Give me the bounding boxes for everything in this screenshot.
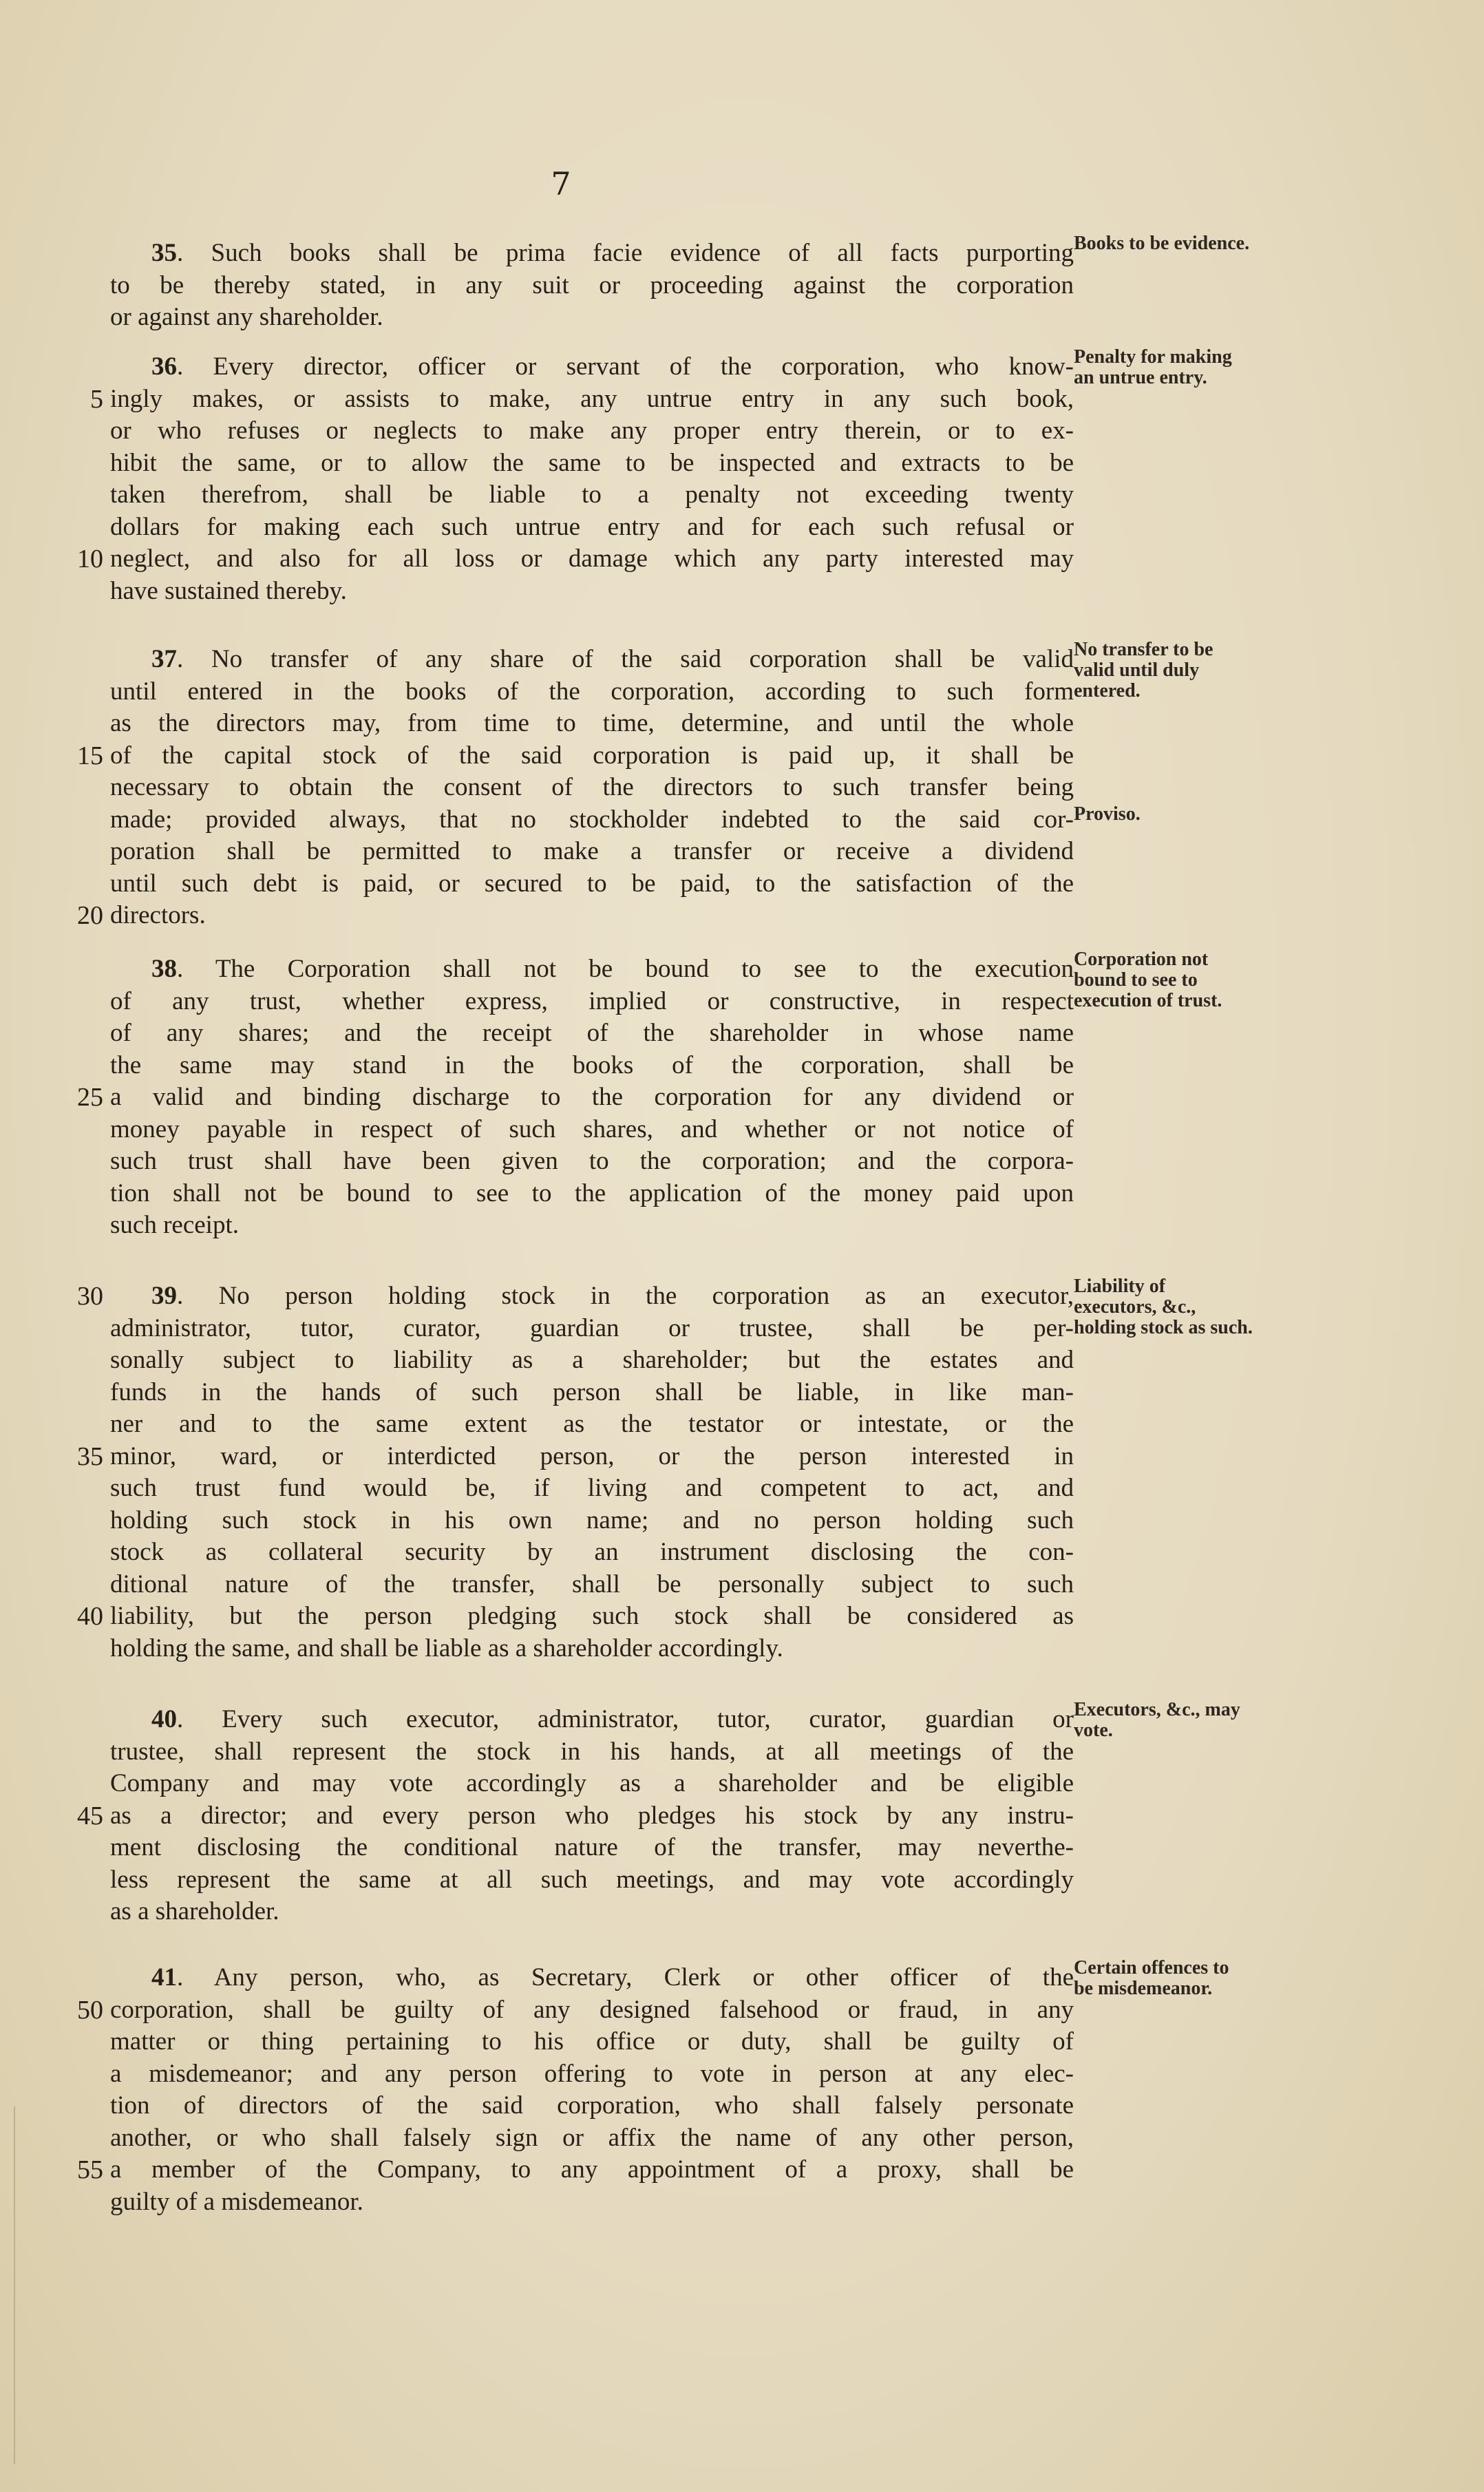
line-text: of any trust, whether express, implied or constructive, in respect bbox=[110, 986, 1074, 1015]
line-text: the same may stand in the books of the corporation, shall be bbox=[110, 1050, 1074, 1079]
text-line bbox=[110, 511, 1074, 543]
line-text: to be thereby stated, in any suit or proceeding against the corporation bbox=[110, 271, 1074, 299]
line-text: ment disclosing the conditional nature of the transfer, may neverthe- bbox=[110, 1833, 1074, 1861]
text-line bbox=[110, 1344, 1074, 1376]
margin-note: Certain offences to be misdemeanor. bbox=[1074, 1957, 1229, 1999]
text-line bbox=[110, 868, 1074, 900]
line-text: matter or thing pertaining to his office or duty, shall be guilty of bbox=[110, 2027, 1074, 2056]
line-text: . Every such executor, administrator, tutor, curator, guardian or bbox=[177, 1705, 1074, 1733]
text-line bbox=[110, 383, 1074, 415]
section-number: 41 bbox=[151, 1963, 177, 1992]
line-text: tion shall not be bound to see to the application of the money paid upon bbox=[110, 1179, 1074, 1207]
text-line bbox=[110, 986, 1074, 1017]
text-line bbox=[110, 543, 1074, 575]
text-line bbox=[110, 1210, 1074, 1241]
margin-note: Penalty for making an untrue entry. bbox=[1074, 346, 1232, 388]
line-text: such trust shall have been given to the corporation; and the corpora- bbox=[110, 1147, 1074, 1175]
line-text: or who refuses or neglects to make any proper entry therein, or to ex- bbox=[110, 416, 1074, 445]
text-line bbox=[110, 836, 1074, 867]
line-text: made; provided always, that no stockholder indebted to the said cor- bbox=[110, 805, 1074, 834]
text-line bbox=[110, 2090, 1074, 2122]
line-text: or against any shareholder. bbox=[110, 303, 383, 331]
line-text: holding such stock in his own name; and no person holding such bbox=[110, 1506, 1074, 1534]
page-edge-line bbox=[14, 2106, 15, 2464]
text-line bbox=[110, 676, 1074, 708]
text-line bbox=[110, 1017, 1074, 1049]
line-text: a misdemeanor; and any person offering to vote in person at any elec- bbox=[110, 2059, 1074, 2088]
section-number: 36 bbox=[151, 352, 177, 381]
text-line bbox=[110, 1768, 1074, 1799]
text-line bbox=[110, 1313, 1074, 1344]
line-text: as a director; and every person who pledges his stock by any instru- bbox=[110, 1801, 1074, 1830]
line-text: a valid and binding discharge to the corporation for any dividend or bbox=[110, 1083, 1074, 1111]
text-line bbox=[110, 1408, 1074, 1440]
text-line bbox=[110, 1505, 1074, 1537]
text-line bbox=[110, 1832, 1074, 1863]
line-text: tion of directors of the said corporation, who shall falsely personate bbox=[110, 2091, 1074, 2120]
line-text: of any shares; and the receipt of the shareholder in whose name bbox=[110, 1019, 1074, 1047]
line-text: trustee, shall represent the stock in his hands, at all meetings of the bbox=[110, 1737, 1074, 1766]
line-text: minor, ward, or interdicted person, or the person interested in bbox=[110, 1442, 1074, 1470]
line-number: 55 bbox=[77, 2155, 103, 2184]
text-line bbox=[110, 1145, 1074, 1177]
text-line bbox=[110, 1441, 1074, 1472]
line-text: holding the same, and shall be liable as a shareholder accordingly. bbox=[110, 1634, 783, 1662]
line-text: directors. bbox=[110, 901, 206, 929]
line-number: 45 bbox=[77, 1801, 103, 1830]
text-line bbox=[110, 1569, 1074, 1601]
line-text: . Every director, officer or servant of the corporation, who know- bbox=[177, 352, 1074, 381]
line-number: 20 bbox=[77, 901, 103, 930]
text-line bbox=[110, 2122, 1074, 2154]
line-text: ingly makes, or assists to make, any untrue entry in any such book, bbox=[110, 384, 1074, 413]
text-line bbox=[110, 1537, 1074, 1568]
line-text: . Any person, who, as Secretary, Clerk or other officer of the bbox=[177, 1963, 1074, 1992]
line-text: ner and to the same extent as the testator or intestate, or the bbox=[110, 1410, 1074, 1438]
text-line bbox=[110, 772, 1074, 803]
line-number: 5 bbox=[90, 384, 103, 414]
text-line bbox=[110, 1800, 1074, 1832]
text-line bbox=[110, 479, 1074, 511]
text-line bbox=[110, 1601, 1074, 1632]
line-text: until such debt is paid, or secured to be paid, to the satisfaction of the bbox=[110, 869, 1074, 898]
margin-note: No transfer to be valid until duly entered. bbox=[1074, 639, 1213, 701]
line-text: liability, but the person pledging such stock shall be considered as bbox=[110, 1602, 1074, 1630]
line-text: sonally subject to liability as a shareholder; but the estates and bbox=[110, 1346, 1074, 1374]
line-text: necessary to obtain the consent of the directors to such transfer being bbox=[110, 773, 1074, 801]
text-line bbox=[110, 302, 1074, 333]
page-number: 7 bbox=[551, 165, 571, 202]
text-line bbox=[151, 953, 1074, 985]
section-number: 37 bbox=[151, 645, 177, 673]
text-line bbox=[151, 644, 1074, 675]
line-text: neglect, and also for all loss or damage which any party interested may bbox=[110, 545, 1074, 573]
text-line bbox=[110, 2058, 1074, 2090]
line-number: 35 bbox=[77, 1442, 103, 1471]
text-line bbox=[110, 900, 1074, 931]
line-number: 30 bbox=[77, 1282, 103, 1311]
text-line bbox=[110, 1377, 1074, 1408]
text-line bbox=[110, 1994, 1074, 2026]
text-line bbox=[110, 1472, 1074, 1504]
text-line bbox=[151, 1962, 1074, 1994]
line-number: 25 bbox=[77, 1083, 103, 1112]
text-line bbox=[110, 2026, 1074, 2058]
line-text: another, or who shall falsely sign or affix the name of any other person, bbox=[110, 2123, 1074, 2152]
text-line bbox=[110, 576, 1074, 607]
text-line bbox=[110, 1864, 1074, 1896]
line-text: . No person holding stock in the corporation as an executor, bbox=[177, 1282, 1074, 1310]
line-text: ditional nature of the transfer, shall be personally subject to such bbox=[110, 1570, 1074, 1598]
line-text: funds in the hands of such person shall be liable, in like man- bbox=[110, 1377, 1074, 1406]
line-text: as the directors may, from time to time, determine, and until the whole bbox=[110, 709, 1074, 737]
line-text: administrator, tutor, curator, guardian or trustee, shall be per- bbox=[110, 1313, 1074, 1342]
margin-note: Executors, &c., may vote. bbox=[1074, 1699, 1240, 1741]
text-line bbox=[110, 740, 1074, 772]
line-text: money payable in respect of such shares, and whether or not notice of bbox=[110, 1115, 1074, 1143]
text-line bbox=[110, 1081, 1074, 1113]
text-line bbox=[110, 1114, 1074, 1145]
line-text: Company and may vote accordingly as a shareholder and be eligible bbox=[110, 1769, 1074, 1797]
text-line bbox=[110, 2154, 1074, 2186]
section-number: 40 bbox=[151, 1705, 177, 1733]
section-number: 39 bbox=[151, 1282, 177, 1310]
text-line bbox=[110, 415, 1074, 447]
line-text: poration shall be permitted to make a transfer or receive a dividend bbox=[110, 837, 1074, 865]
line-number: 15 bbox=[77, 741, 103, 770]
text-line bbox=[110, 804, 1074, 836]
line-text: as a shareholder. bbox=[110, 1897, 279, 1925]
text-line bbox=[151, 351, 1074, 383]
margin-note: Liability of executors, &c., holding stock as such. bbox=[1074, 1276, 1253, 1338]
text-line bbox=[110, 1736, 1074, 1768]
line-text: . The Corporation shall not be bound to see to the execution bbox=[177, 955, 1074, 983]
line-text: a member of the Company, to any appointment of a proxy, shall be bbox=[110, 2155, 1074, 2184]
line-text: such trust fund would be, if living and competent to act, and bbox=[110, 1474, 1074, 1502]
margin-note: Corporation not bound to see to execution of trust. bbox=[1074, 949, 1222, 1011]
text-line bbox=[110, 1633, 1074, 1665]
line-text: dollars for making each such untrue entry and for each such refusal or bbox=[110, 512, 1074, 541]
line-text: guilty of a misdemeanor. bbox=[110, 2187, 363, 2216]
line-text: hibit the same, or to allow the same to be inspected and extracts to be bbox=[110, 448, 1074, 477]
text-line bbox=[110, 1896, 1074, 1928]
line-text: until entered in the books of the corporation, according to such form bbox=[110, 677, 1074, 706]
margin-note: Books to be evidence. bbox=[1074, 233, 1250, 254]
text-line bbox=[110, 2186, 1074, 2218]
text-line bbox=[110, 1178, 1074, 1210]
line-text: such receipt. bbox=[110, 1211, 239, 1239]
section-number: 35 bbox=[151, 239, 177, 267]
line-text: . Such books shall be prima facie evidence of all facts purporting bbox=[177, 239, 1074, 267]
line-text: stock as collateral security by an instrument disclosing the con- bbox=[110, 1538, 1074, 1566]
text-line bbox=[151, 237, 1074, 269]
line-text: have sustained thereby. bbox=[110, 576, 347, 605]
line-text: taken therefrom, shall be liable to a penalty not exceeding twenty bbox=[110, 481, 1074, 509]
text-line bbox=[151, 1280, 1074, 1312]
text-line bbox=[151, 1704, 1074, 1735]
line-text: of the capital stock of the said corporation is paid up, it shall be bbox=[110, 741, 1074, 770]
line-number: 40 bbox=[77, 1602, 103, 1631]
section-number: 38 bbox=[151, 955, 177, 983]
text-line bbox=[110, 270, 1074, 302]
line-text: less represent the same at all such meetings, and may vote accordingly bbox=[110, 1865, 1074, 1894]
text-line bbox=[110, 708, 1074, 739]
margin-note-proviso: Proviso. bbox=[1074, 803, 1141, 825]
line-text: . No transfer of any share of the said corporation shall be valid bbox=[177, 645, 1074, 673]
text-line bbox=[110, 447, 1074, 479]
line-number: 50 bbox=[77, 1995, 103, 2025]
line-number: 10 bbox=[77, 545, 103, 573]
line-text: corporation, shall be guilty of any designed falsehood or fraud, in any bbox=[110, 1995, 1074, 2024]
text-line bbox=[110, 1050, 1074, 1081]
